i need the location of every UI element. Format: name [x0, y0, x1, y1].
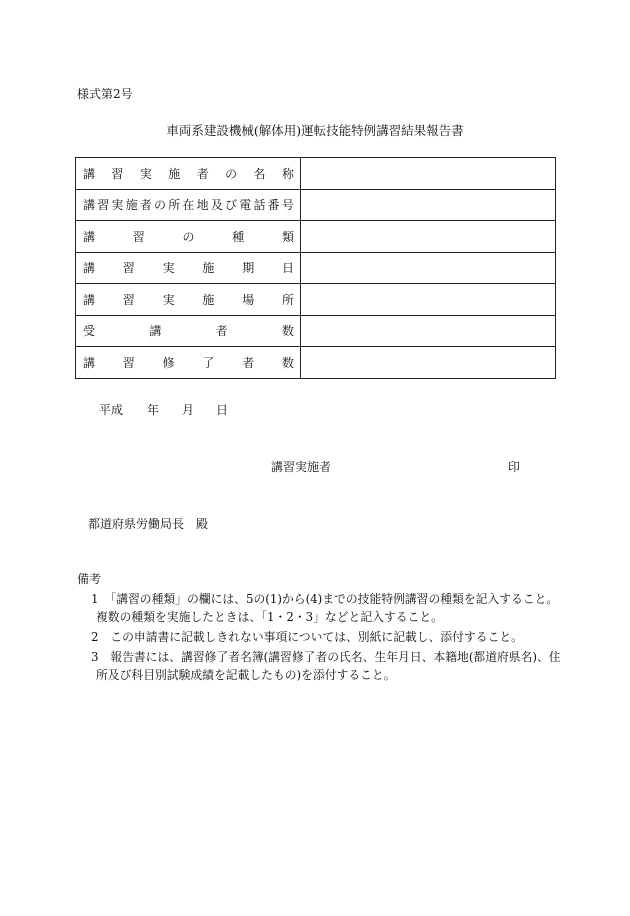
row-value-attendee-count[interactable] [301, 315, 556, 347]
row-label-attendee-count [76, 315, 301, 347]
table-row [76, 158, 556, 190]
label-char: 電 [239, 198, 252, 213]
label-char: 習 [111, 166, 124, 181]
seal-mark: 印 [508, 460, 521, 474]
table-row [76, 221, 556, 253]
label-char: 習 [97, 198, 110, 213]
label-char: 所 [168, 198, 181, 213]
label-char: 話 [253, 198, 266, 213]
date-year: 年 [147, 403, 160, 417]
label-char: 施 [202, 292, 215, 307]
label-char: 了 [202, 355, 215, 370]
label-char: 者 [139, 198, 152, 213]
label-char: 習 [122, 292, 135, 307]
label-char: 実 [111, 198, 124, 213]
row-value-completer-count[interactable] [301, 347, 556, 379]
label-char: 地 [196, 198, 209, 213]
label-char: 講 [83, 229, 96, 244]
label-char: 受 [83, 324, 96, 339]
label-char: 者 [215, 324, 228, 339]
document-title: 車両系建設機械(解体用)運転技能特例講習結果報告書 [166, 123, 464, 138]
note-2: 2 この申請書に記載しきれない事項については、別紙に記載し、添付すること。 [91, 630, 523, 644]
row-value-address-phone[interactable] [301, 189, 556, 221]
label-char: 在 [182, 198, 195, 213]
row-label-address-phone [76, 189, 301, 221]
table-row [76, 284, 556, 316]
label-char: 者 [196, 166, 209, 181]
notes-heading: 備考 [77, 572, 102, 586]
row-label-implementer-name [76, 158, 301, 190]
row-label-course-type [76, 221, 301, 253]
row-label-course-venue [76, 284, 301, 316]
label-char: 習 [122, 355, 135, 370]
row-value-course-venue[interactable] [301, 284, 556, 316]
label-char: 数 [281, 355, 294, 370]
label-char: 講 [83, 198, 96, 213]
label-char: 習 [132, 229, 145, 244]
label-char: 実 [162, 261, 175, 276]
row-label-course-date [76, 252, 301, 284]
label-char: 名 [253, 166, 266, 181]
label-char: 講 [149, 324, 162, 339]
label-char: 習 [122, 261, 135, 276]
note-1: 1 「講習の種類」の欄には、5の(1)から(4)までの技能特例講習の種類を記入すること。 [91, 592, 559, 606]
label-char: 所 [281, 292, 294, 307]
label-char: 修 [162, 355, 175, 370]
label-char: 施 [125, 198, 138, 213]
label-char: 数 [281, 324, 294, 339]
date-line [99, 401, 228, 418]
label-char: 種 [232, 229, 245, 244]
note-3-continued: 所及び科目別試験成績を記載したもの)を添付すること。 [96, 668, 396, 682]
form-number: 様式第2号 [77, 87, 133, 101]
label-char: 類 [281, 229, 294, 244]
table-row [76, 315, 556, 347]
row-value-course-date[interactable] [301, 252, 556, 284]
label-char: 実 [162, 292, 175, 307]
label-char: の [154, 198, 167, 213]
label-char: 号 [281, 198, 294, 213]
note-3: 3 報告書には、講習修了者名簿(講習修了者の氏名、生年月日、本籍地(都道府県名)、住 [91, 650, 561, 664]
row-value-implementer-name[interactable] [301, 158, 556, 190]
label-char: 番 [267, 198, 280, 213]
label-char: 施 [168, 166, 181, 181]
label-char: 者 [242, 355, 255, 370]
label-char: 日 [281, 261, 294, 276]
label-char: 講 [83, 292, 96, 307]
label-char: 施 [202, 261, 215, 276]
row-value-course-type[interactable] [301, 221, 556, 253]
table-row [76, 347, 556, 379]
date-month: 月 [182, 403, 195, 417]
table-row [76, 252, 556, 284]
table-row [76, 189, 556, 221]
date-era: 平成 [99, 403, 124, 417]
label-char: 期 [242, 261, 255, 276]
label-char: の [182, 229, 195, 244]
label-char: 場 [242, 292, 255, 307]
date-day: 日 [216, 403, 229, 417]
addressee: 都道府県労働局長 殿 [88, 517, 209, 531]
label-char: 実 [139, 166, 152, 181]
label-char: び [225, 198, 238, 213]
label-char: 講 [83, 261, 96, 276]
label-char: 及 [210, 198, 223, 213]
row-label-completer-count [76, 347, 301, 379]
note-1-continued: 複数の種類を実施したときは、「1・2・3」などと記入すること。 [96, 610, 443, 624]
label-char: 称 [281, 166, 294, 181]
report-table [75, 157, 556, 379]
label-char: 講 [83, 355, 96, 370]
label-char: 講 [83, 166, 96, 181]
implementer-label: 講習実施者 [271, 460, 332, 474]
label-char: の [225, 166, 238, 181]
